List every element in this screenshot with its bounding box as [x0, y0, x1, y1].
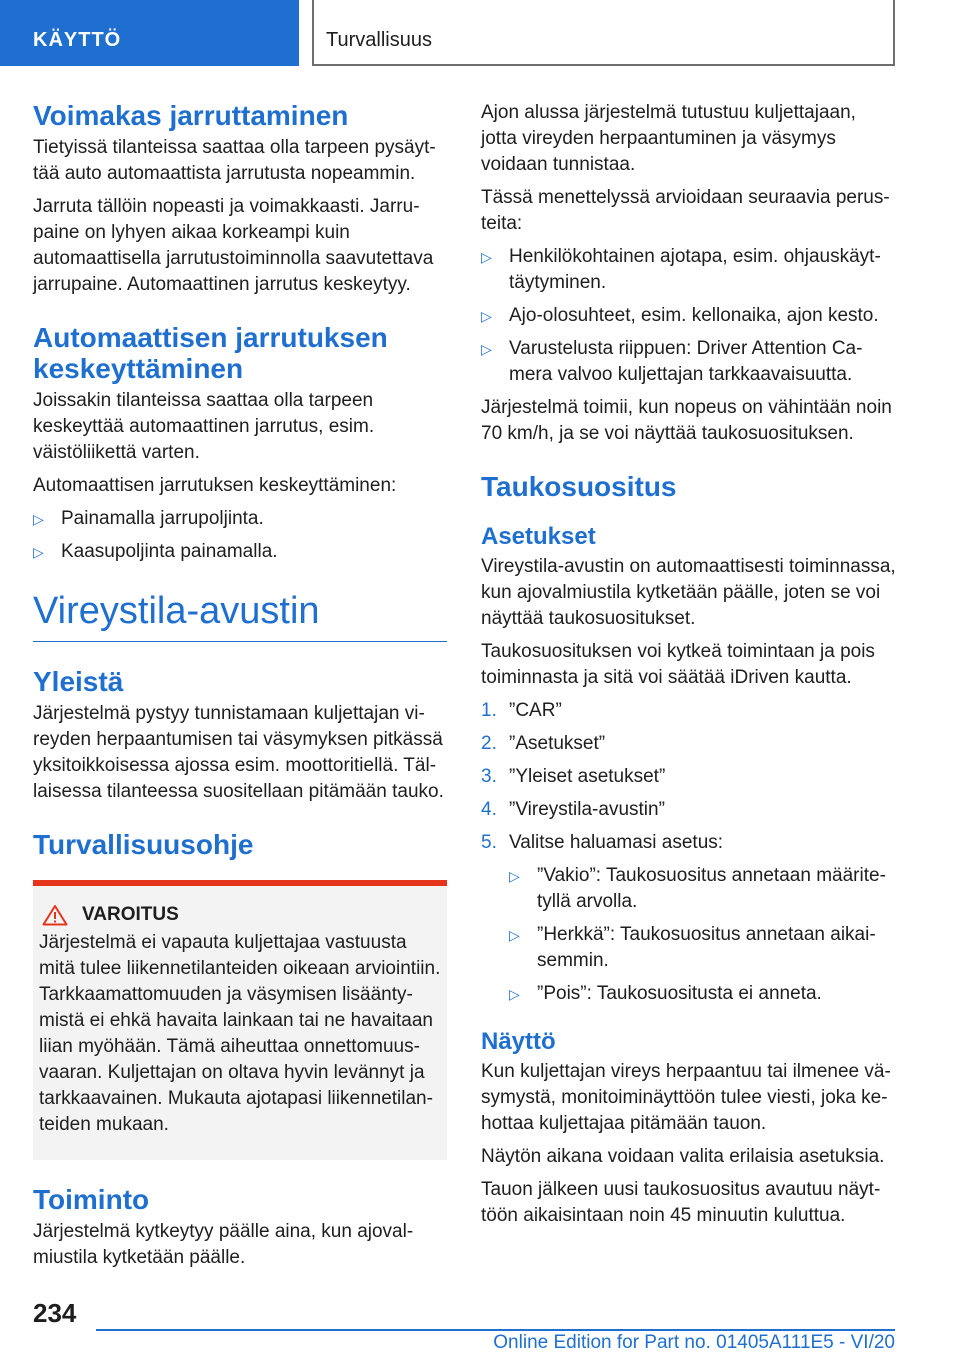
warning-title: VAROITUS	[82, 904, 179, 925]
list-item: ▷ ”Herkkä”: Taukosuositus annetaan aikaisemmin.	[509, 922, 896, 974]
list-item: ▷ Kaasupoljinta painamalla.	[33, 539, 447, 565]
paragraph: Kun kuljettajan vireys herpaantuu tai ilmenee väsymystä, monitoiminäyttöön tulee viesti, joka kehottaa kuljettajaa pitämään tauon.	[481, 1061, 891, 1134]
page-header	[0, 0, 960, 66]
step-item: 5. Valitse haluamasi asetus: ▷ ”Vakio”: Taukosuositus annetaan määritetyllä arvolla. ▷ ”Herkkä”: Taukosuositus annetaan aikaisemmin. ▷ ”Pois”: Taukosuositusta ei anneta.	[481, 830, 896, 1007]
list-item: ▷ Ajo-olosuhteet, esim. kellonaika, ajon kesto.	[481, 303, 896, 329]
paragraph: Tässä menettelyssä arvioidaan seuraavia perusteita:	[481, 187, 890, 234]
heading-general: Yleistä	[33, 666, 124, 697]
paragraph: Joissakin tilanteissa saattaa olla tarpeen keskeyttää automaattinen jarrutus, esim. väistöliikettä varten.	[33, 390, 375, 463]
paragraph: Vireystila-avustin on automaattisesti toiminnassa, kun ajovalmiustila kytketään päälle, joten se voi näyttää taukosuositukset.	[481, 556, 896, 629]
edition-text: Online Edition for Part no. 01405A111E5 - VI/20	[493, 1332, 895, 1353]
heading-powerful-braking: Voimakas jarruttaminen	[33, 100, 349, 131]
warning-triangle-icon	[42, 904, 68, 926]
chapter-tab: Turvallisuus	[312, 0, 895, 66]
paragraph: Automaattisen jarrutuksen keskeyttäminen:	[33, 475, 397, 496]
list-item: ▷ ”Pois”: Taukosuositusta ei anneta.	[509, 981, 896, 1007]
heading-display: Näyttö	[481, 1028, 556, 1055]
list-item: ▷ Painamalla jarrupoljinta.	[33, 506, 447, 532]
page-number: 234	[33, 1298, 77, 1328]
paragraph: Järjestelmä toimii, kun nopeus on vähintään noin 70 km/h, ja se voi näyttää taukosuosituksen.	[481, 397, 892, 444]
main-heading: Vireystila-avustin	[33, 589, 447, 642]
paragraph: Näytön aikana voidaan valita erilaisia asetuksia.	[481, 1146, 885, 1167]
step-item: 4. ”Vireystila-avustin”	[481, 799, 665, 820]
criteria-list	[481, 244, 896, 388]
step-item: 3. ”Yleiset asetukset”	[481, 766, 666, 787]
section-tab: KÄYTTÖ	[0, 0, 299, 66]
right-column	[481, 100, 896, 1236]
paragraph: Jarruta tällöin nopeasti ja voimakkaasti. Jarrupaine on lyhyen aikaa korkeampi kuin automaattisella jarrutustoiminnolla saavutettava jarrupaine. Automaattinen jarrutus keskeytyy.	[33, 196, 434, 295]
steps-list	[481, 698, 896, 1007]
paragraph: Järjestelmä pystyy tunnistamaan kuljettajan vireyden herpaantumisen tai väsymyksen pitkässä yksitoikkoisessa ajossa esim. moottoritiellä. Tällaisessa tilanteessa suositellaan pitämään tauko.	[33, 703, 444, 802]
heading-settings: Asetukset	[481, 523, 596, 550]
heading-abort-braking: Automaattisen jarrutuksen keskeyttäminen	[33, 322, 388, 384]
paragraph: Tietyissä tilanteissa saattaa olla tarpeen pysäyttää auto automaattista jarrutusta nopeammin.	[33, 137, 436, 184]
list-item: ▷ ”Vakio”: Taukosuositus annetaan määritetyllä arvolla.	[509, 863, 896, 915]
list-item: ▷ Varustelusta riippuen: Driver Attention Camera valvoo kuljettajan tarkkaavaisuutta.	[481, 336, 896, 388]
warning-header	[39, 902, 441, 928]
footer-divider	[96, 1329, 895, 1331]
paragraph: Ajon alussa järjestelmä tutustuu kuljettajaan, jotta vireyden herpaantuminen ja väsymys voidaan tunnistaa.	[481, 102, 856, 175]
options-list	[509, 863, 896, 1007]
warning-text: Järjestelmä ei vapauta kuljettajaa vastuusta mitä tulee liikennetilanteiden oikeaan arviointiin. Tarkkaamattomuuden ja väsymisen lisääntymistä ei ehkä havaita lainkaan tai ne havaitaan liian myöhään. Tämä aiheuttaa onnettomuusvaaran. Kuljettajan on oltava hyvin levännyt ja tarkkaavainen. Mukauta ajotapasi liikennetilanteiden mukaan.	[39, 932, 441, 1135]
paragraph: Taukosuosituksen voi kytkeä toimintaan ja pois toiminnasta ja sitä voi säätää iDriven kautta.	[481, 641, 875, 688]
heading-break-recommendation: Taukosuositus	[481, 471, 677, 502]
heading-safety: Turvallisuusohje	[33, 829, 254, 860]
step-item: 1. ”CAR”	[481, 700, 562, 721]
paragraph: Tauon jälkeen uusi taukosuositus avautuu näyttöön aikaisintaan noin 45 minuutin kuluttua.	[481, 1179, 881, 1226]
warning-box	[33, 886, 447, 1160]
list-item: ▷ Henkilökohtainen ajotapa, esim. ohjauskäyttäytyminen.	[481, 244, 896, 296]
abort-list	[33, 506, 447, 565]
left-column	[33, 100, 447, 1278]
step-item: 2. ”Asetukset”	[481, 733, 606, 754]
paragraph: Järjestelmä kytkeytyy päälle aina, kun ajovalmiustila kytketään päälle.	[33, 1221, 414, 1268]
heading-function: Toiminto	[33, 1184, 150, 1215]
